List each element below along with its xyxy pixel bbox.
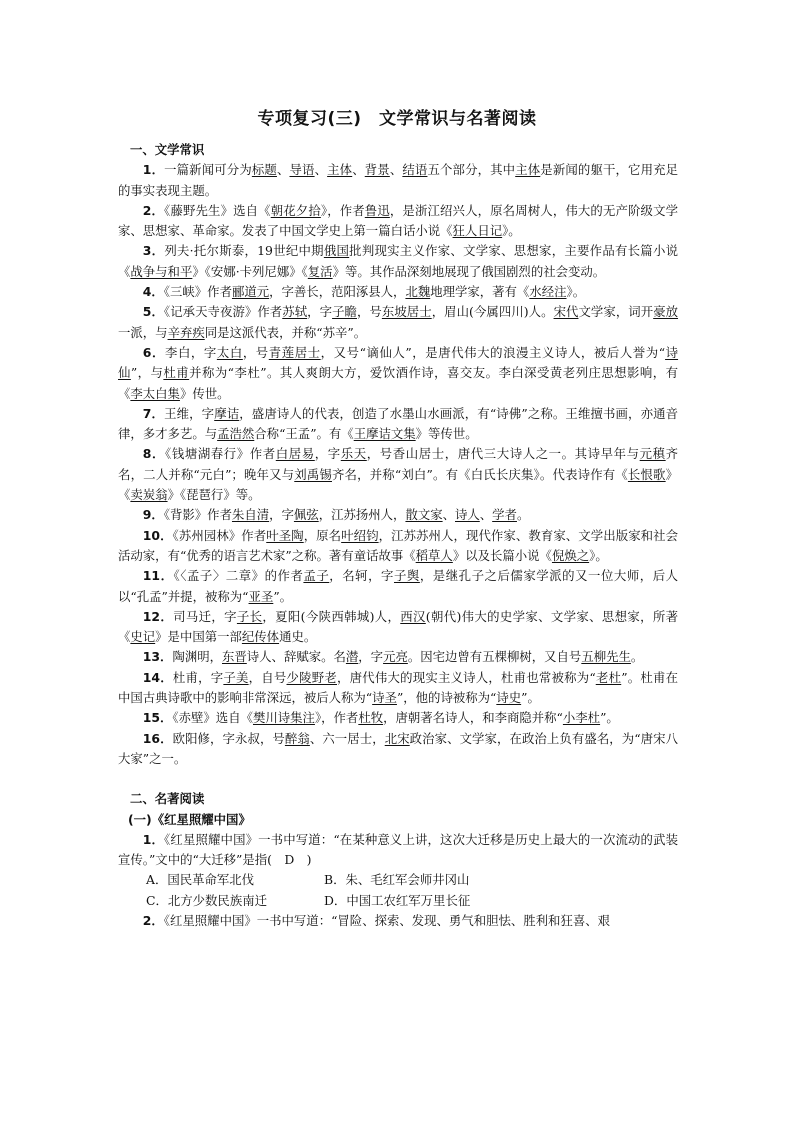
list-item — [118, 708, 678, 728]
answer-blank: 王摩诘文集 — [353, 426, 416, 442]
item-text: 齐名，二人并称“元白”；晚年又与 — [118, 446, 679, 482]
option-a: A．国民革命军北伐 — [146, 872, 255, 888]
answer-blank: 李太白集 — [130, 385, 180, 401]
item-number: 15． — [142, 710, 173, 726]
item-text: ，号香山居士，唐代三大诗人之一。其诗早年与 — [366, 446, 640, 462]
item-text: 》传世。 — [179, 385, 230, 401]
answer-blank: 散文家 — [405, 507, 443, 523]
answer-blank: 主体 — [515, 162, 541, 178]
item-text: ，江苏扬州人， — [318, 507, 406, 523]
item-text: 》是中国第一部 — [155, 629, 242, 645]
answer-blank: 杜牧 — [358, 710, 384, 726]
item-text: 《背影》作者 — [163, 507, 232, 523]
section-gap — [118, 769, 678, 789]
answer-blank: 郦道元 — [231, 284, 270, 300]
list-item — [118, 444, 678, 505]
item-text: 《〈孟子〉二章》的作者 — [173, 568, 304, 584]
list-item — [118, 505, 678, 525]
answer-blank: 豪放 — [653, 304, 679, 320]
answer-blank: 复活 — [307, 263, 333, 279]
answer-blank: 史记 — [130, 629, 156, 645]
item-text: 欧阳修，字永叔，号 — [172, 730, 285, 746]
answer-blank: 刘禹锡 — [294, 466, 332, 482]
item-text: ”。 — [521, 690, 540, 706]
item-text: 。 — [516, 507, 530, 523]
answer-blank: 乐天 — [340, 446, 367, 462]
item-text: 五个部分，其中 — [427, 162, 516, 178]
page-title: 专项复习(三) 文学常识与名著阅读 — [257, 109, 537, 129]
item-text: ，字 — [358, 649, 384, 665]
item-text: 、 — [276, 162, 290, 178]
item-text: 一篇新闻可分为 — [164, 162, 252, 178]
item-text: ，名轲，字 — [329, 568, 394, 584]
item-number: 2． — [142, 202, 165, 218]
answer-blank: 小李杜 — [562, 710, 601, 726]
item-text: ”，与 — [130, 365, 164, 381]
answer-blank: 杜甫 — [163, 365, 190, 381]
answer-blank: 少陵野老 — [286, 669, 337, 685]
option-c: C．北方少数民族南迁 — [146, 892, 267, 908]
answer-blank: 白居易 — [275, 446, 315, 462]
answer-blank: 醉翁 — [284, 730, 310, 746]
answer-blank: 俄国 — [323, 243, 350, 259]
item-text: 》。 — [589, 547, 608, 563]
answer-blank: 朱自清 — [231, 507, 270, 523]
list-item — [118, 729, 678, 770]
item-text: 列夫·托尔斯泰，19世纪中期 — [164, 243, 324, 259]
answer-blank: 狂人日记 — [452, 223, 503, 239]
item-text: 王维，字 — [164, 405, 215, 421]
list-item — [118, 526, 678, 567]
item-number: 2． — [142, 912, 164, 928]
item-text: 》《琵琶行》等。 — [167, 487, 261, 503]
item-text: 、 — [389, 162, 403, 178]
item-text: 杜甫，字 — [172, 669, 224, 685]
answer-blank: 子美 — [223, 669, 249, 685]
section-heading-literary-knowledge: 一、文学常识 — [130, 142, 205, 157]
item-text: 文学家，词开 — [578, 304, 654, 320]
item-text: 一派，与 — [118, 324, 168, 340]
item-text: ”。 — [273, 588, 293, 604]
item-text: ”，他的诗被称为“ — [396, 690, 497, 706]
answer-blank: 卖炭翁 — [130, 487, 168, 503]
item-text: 合称“王孟”。有《 — [254, 426, 354, 442]
answer-blank: 老杜 — [595, 669, 622, 685]
item-text: 、 — [352, 162, 365, 178]
question-1 — [118, 830, 678, 871]
item-text: ，号 — [242, 344, 269, 360]
item-text: ，号 — [356, 304, 382, 320]
option-d: D．中国工农红军万里长征 — [324, 892, 471, 908]
question-1-options — [146, 870, 678, 911]
item-text: 》。 — [566, 284, 586, 300]
item-number: 1． — [142, 831, 165, 847]
item-text: ”。杜甫在中国古典诗歌中的影响非常深远，被后人称为“ — [118, 669, 679, 706]
content-body — [118, 140, 678, 931]
item-text: 《钱塘湖春行》作者 — [165, 446, 276, 462]
answer-blank: 东坡居士 — [381, 304, 432, 320]
item-text: 是新闻的躯干，它用充足的事实表现主题。 — [118, 162, 679, 198]
item-text: 《记承天寺夜游》作者 — [163, 304, 283, 320]
answer-blank: 诗仙 — [118, 344, 679, 381]
item-text: 》。 — [502, 223, 521, 239]
answer-blank: 水经注 — [529, 284, 567, 300]
item-text: ，江苏苏州人，现代作家、教育家、文学出版家和社会活动家，有“优秀的语言艺术家”之称。著有童话故事《 — [118, 527, 679, 563]
item-number: 8． — [142, 446, 166, 462]
list-item — [118, 607, 678, 648]
item-text: ，眉山(今属四川)人。 — [431, 304, 554, 320]
answer-blank: 宋代 — [553, 304, 579, 320]
section-heading-classics-reading: 二、名著阅读 — [130, 791, 205, 807]
item-text: 《三峡》作者 — [163, 284, 232, 300]
literary-knowledge-list — [118, 160, 678, 769]
item-text: 诗人、辞赋家。名 — [246, 649, 346, 665]
item-text: 》《安娜·卡列尼娜》《 — [192, 263, 308, 279]
item-text: 李白，字 — [164, 344, 217, 360]
answer-blank: 朝花夕拾 — [270, 202, 321, 218]
item-number: 10． — [142, 527, 173, 543]
answer-blank: 叶圣陶 — [266, 527, 304, 543]
item-text: 《苏州园林》作者 — [172, 527, 267, 543]
answer-blank: 战争与和平 — [130, 263, 193, 279]
answer-blank: 元亮 — [383, 649, 408, 665]
item-text: 》，作者 — [320, 202, 365, 218]
list-item — [118, 404, 678, 445]
item-text: ，字 — [269, 507, 294, 523]
item-text: 并称为“李杜”。其人爽朗大方，爱饮酒作诗，喜交友。李白深受黄老列庄思想影响，有《 — [118, 365, 679, 401]
answer-blank: 东晋 — [222, 649, 247, 665]
list-item — [118, 201, 678, 242]
item-text: ，又号“谪仙人”，是唐代伟大的浪漫主义诗人，被后人誉为“ — [320, 344, 666, 360]
item-text: 、 — [314, 162, 328, 178]
item-number: 11． — [142, 568, 174, 584]
item-text: 《红星照耀中国》一书中写道：“冒险、探索、发现、勇气和胆怯、胜利和狂喜、艰 — [163, 912, 611, 928]
item-text: 。因宅边曾有五棵柳树，又自号 — [407, 649, 582, 665]
item-text: 地理学家，著有《 — [430, 284, 530, 300]
item-text: ，原名 — [303, 527, 342, 543]
list-item — [118, 668, 678, 709]
answer-blank: 孟浩然 — [217, 426, 255, 442]
item-text: ，夏阳(今陕西韩城)人， — [262, 608, 401, 624]
item-text: ，唐代伟大的现实主义诗人，杜甫也常被称为“ — [336, 669, 596, 685]
question-2 — [118, 911, 678, 931]
item-text: 通史。 — [279, 629, 317, 645]
list-item — [118, 566, 678, 607]
item-text: 批判现实主义作家、文学家、思想家，主要作品有长篇小说《 — [118, 243, 679, 279]
item-text: 齐名，并称“刘白”。有《白氏长庆集》。代表诗作有《 — [331, 466, 628, 482]
item-number: 14． — [142, 669, 173, 685]
option-b: B．朱、毛红军会师井冈山 — [324, 872, 470, 888]
list-item — [118, 241, 678, 282]
answer-blank: 叶绍钧 — [341, 527, 379, 543]
item-text: 》，作者 — [314, 710, 359, 726]
item-text: ，字 — [307, 304, 333, 320]
item-text: 。 — [630, 649, 644, 665]
answer-blank: 樊川诗集注 — [252, 710, 315, 726]
answer-blank: 元稹 — [639, 446, 666, 462]
answer-blank: 苏轼 — [282, 304, 308, 320]
item-text: 》等传世。 — [415, 426, 478, 442]
item-text: 政治家、文学家，在政治上负有盛名，为“唐宋八大家”之一。 — [118, 730, 679, 766]
item-text: 同是这派代表，并称“苏辛”。 — [204, 324, 367, 340]
list-item — [118, 647, 678, 667]
list-item — [118, 282, 678, 302]
answer-blank: 子长 — [236, 608, 263, 624]
answer-blank: 子瞻 — [332, 304, 357, 320]
item-text: 》等。其作品深刻地展现了俄国剧烈的社会变动。 — [332, 263, 606, 279]
answer-blank: 标题 — [251, 162, 277, 178]
answer-blank: 佩弦 — [293, 507, 319, 523]
answer-blank: 潜 — [345, 649, 359, 665]
answer-blank: 孟子 — [303, 568, 330, 584]
item-number: 12． — [142, 608, 174, 624]
item-text: ”。 — [600, 710, 619, 726]
item-text: (朝代)伟大的史学家、文学家、思想家，所著《 — [118, 608, 679, 645]
answer-blank: 主体 — [327, 162, 353, 178]
answer-blank: 学者 — [492, 507, 517, 523]
item-number: 3． — [142, 243, 165, 259]
answer-blank: 导语 — [289, 162, 315, 178]
item-text: 《赤壁》选自《 — [172, 710, 253, 726]
list-item — [118, 343, 678, 404]
item-text: 陶渊明， — [172, 649, 222, 665]
options-row-2 — [146, 891, 678, 911]
answer-blank: 亚圣 — [248, 588, 274, 604]
item-text: ，字善长，范阳涿县人， — [269, 284, 406, 300]
answer-blank: 纪传体 — [241, 629, 280, 645]
answer-blank: 太白 — [216, 344, 243, 360]
answer-blank: 鲁迅 — [364, 202, 390, 218]
item-text: 《藤野先生》选自《 — [164, 202, 271, 218]
item-text: ，盛唐诗人的代表，创造了水墨山水画派，有“诗佛”之称。王维擅书画，亦通音律，多才多艺。与 — [118, 405, 679, 442]
answer-blank: 倪焕之 — [551, 547, 590, 563]
answer-blank: 北宋 — [384, 730, 410, 746]
item-text: ，唐朝著名诗人，和李商隐并称“ — [383, 710, 563, 726]
item-number: 9． — [142, 507, 164, 523]
item-number: 7． — [142, 405, 165, 421]
answer-blank: 诗圣 — [372, 690, 397, 706]
answer-blank: 背景 — [364, 162, 390, 178]
list-item — [118, 302, 678, 343]
item-text: 《红星照耀中国》一书中写道：“在某种意义上讲，这次大迁移是历史上最大的一次流动的武装宣传。”文中的“大迁移”是指( D ) — [118, 831, 678, 868]
item-text: ，自号 — [248, 669, 287, 685]
item-number: 6． — [142, 344, 165, 360]
answer-blank: 结语 — [402, 162, 428, 178]
item-text: 、 — [442, 507, 455, 523]
answer-blank: 辛弃疾 — [167, 324, 205, 340]
answer-blank: 稻草人 — [415, 547, 453, 563]
item-number: 1． — [142, 162, 165, 178]
answer-blank: 诗人 — [455, 507, 480, 523]
answer-blank: 子舆 — [393, 568, 420, 584]
item-number: 13． — [142, 649, 173, 665]
options-row-1 — [146, 870, 678, 890]
answer-blank: 长恨歌 — [627, 466, 666, 482]
item-text: 》《 — [118, 466, 679, 503]
item-text: 》以及长篇小说《 — [452, 547, 552, 563]
answer-blank: 青莲居士 — [268, 344, 321, 360]
item-text: ，字 — [314, 446, 341, 462]
item-text: ，是浙江绍兴人，原名周树人，伟大的无产阶级文学家、思想家、革命家。发表了中国文学史上第一篇白话小说《 — [118, 202, 679, 239]
answer-blank: 西汉 — [400, 608, 426, 624]
item-text: 、 — [479, 507, 493, 523]
item-text: 、六一居士， — [309, 730, 385, 746]
sub-heading-red-star: (一)《红星照耀中国》 — [128, 811, 251, 827]
answer-blank: 诗史 — [496, 690, 522, 706]
item-number: 16． — [142, 730, 173, 746]
answer-blank: 摩诘 — [214, 405, 240, 421]
item-text: ，是继孔子之后儒家学派的又一位大师，后人以“孔孟”并提，被称为“ — [118, 568, 679, 604]
answer-blank: 北魏 — [405, 284, 431, 300]
item-number: 5． — [142, 304, 164, 320]
item-number: 4． — [142, 284, 164, 300]
list-item — [118, 160, 678, 201]
answer-blank: 五柳先生 — [581, 649, 631, 665]
item-text: 司马迁，字 — [173, 608, 237, 624]
